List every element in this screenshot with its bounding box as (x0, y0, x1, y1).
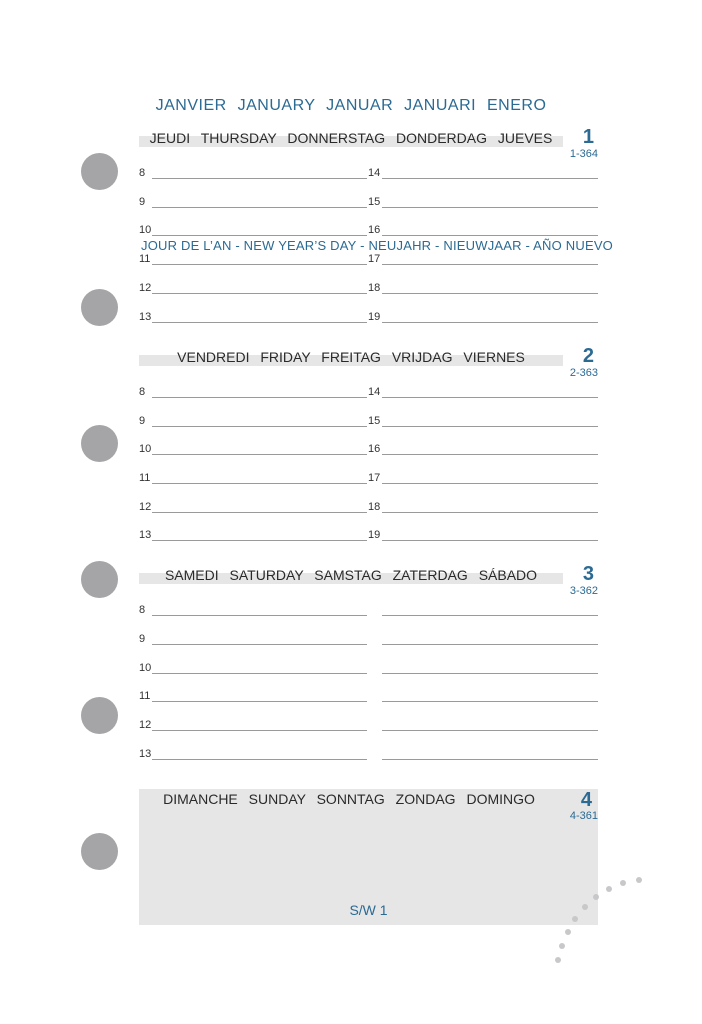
hour-label: 13 (139, 529, 152, 541)
decorative-dot (572, 916, 578, 922)
hour-row (0, 386, 702, 406)
hour-row (0, 282, 702, 302)
writing-line[interactable] (152, 235, 367, 236)
writing-line[interactable] (152, 426, 367, 427)
binder-hole (81, 833, 118, 870)
hour-label: 11 (139, 472, 151, 484)
sunday-section[interactable] (139, 789, 598, 925)
writing-line[interactable] (152, 673, 367, 674)
hour-label: 19 (368, 311, 381, 323)
hour-label: 12 (139, 719, 152, 731)
day-count: 1-364 (569, 148, 598, 160)
writing-line[interactable] (152, 454, 367, 455)
hour-label: 15 (368, 196, 381, 208)
writing-line[interactable] (382, 178, 598, 179)
holiday-label: JOUR DE L’AN - NEW YEAR’S DAY - NEUJAHR - NIEUWJAAR - AÑO NUEVO (141, 238, 613, 253)
hour-label: 13 (139, 311, 152, 323)
writing-line[interactable] (152, 512, 367, 513)
hour-label: 9 (139, 196, 146, 208)
day-number: 1 (582, 126, 594, 148)
writing-line[interactable] (152, 483, 367, 484)
decorative-dot (636, 877, 642, 883)
writing-line[interactable] (152, 759, 367, 760)
hour-label: 9 (139, 415, 146, 427)
hour-label: 10 (139, 224, 152, 236)
hour-row (0, 690, 702, 710)
writing-line[interactable] (382, 730, 598, 731)
day-count: 2-363 (569, 367, 598, 379)
hour-row (0, 472, 702, 492)
hour-row (0, 719, 702, 739)
hour-label: 10 (139, 443, 152, 455)
month-header: JANVIER JANUARY JANUAR JANUARI ENERO (155, 97, 547, 114)
writing-line[interactable] (382, 293, 598, 294)
hour-label: 12 (139, 501, 152, 513)
hour-label: 15 (368, 415, 381, 427)
writing-line[interactable] (152, 293, 367, 294)
hour-label: 16 (368, 224, 381, 236)
hour-label: 17 (368, 472, 381, 484)
writing-line[interactable] (382, 759, 598, 760)
writing-line[interactable] (152, 615, 367, 616)
week-number: S/W 1 (349, 902, 388, 918)
writing-line[interactable] (382, 235, 598, 236)
decorative-dot (565, 929, 571, 935)
hour-label: 8 (139, 167, 146, 179)
binder-hole (81, 561, 118, 598)
hour-label: 10 (139, 662, 152, 674)
hour-label: 18 (368, 501, 381, 513)
writing-line[interactable] (152, 730, 367, 731)
writing-line[interactable] (152, 701, 367, 702)
writing-line[interactable] (382, 207, 598, 208)
writing-line[interactable] (382, 701, 598, 702)
day-count: 3-362 (569, 585, 598, 597)
writing-line[interactable] (382, 397, 598, 398)
day-count: 4-361 (569, 810, 598, 822)
hour-row (0, 633, 702, 653)
hour-label: 18 (368, 282, 381, 294)
hour-label: 14 (368, 386, 381, 398)
writing-line[interactable] (382, 426, 598, 427)
writing-line[interactable] (382, 644, 598, 645)
decorative-dot (555, 957, 561, 963)
hour-row (0, 443, 702, 463)
writing-line[interactable] (382, 673, 598, 674)
decorative-dot (593, 894, 599, 900)
hour-row (0, 529, 702, 549)
decorative-dot (620, 880, 626, 886)
writing-line[interactable] (152, 322, 367, 323)
writing-line[interactable] (152, 540, 367, 541)
hour-row (0, 311, 702, 331)
hour-label: 11 (139, 690, 151, 702)
day-number: 2 (582, 345, 594, 367)
hour-label: 14 (368, 167, 381, 179)
hour-row (0, 604, 702, 624)
day-names: SAMEDI SATURDAY SAMSTAG ZATERDAG SÁBADO (164, 567, 538, 583)
hour-label: 8 (139, 604, 146, 616)
writing-line[interactable] (152, 264, 367, 265)
hour-label: 11 (139, 253, 151, 265)
hour-row (0, 253, 702, 273)
hour-row (0, 415, 702, 435)
writing-line[interactable] (152, 397, 367, 398)
writing-line[interactable] (382, 540, 598, 541)
hour-label: 16 (368, 443, 381, 455)
writing-line[interactable] (152, 644, 367, 645)
decorative-dot (582, 904, 588, 910)
decorative-dot (606, 886, 612, 892)
hour-row (0, 196, 702, 216)
writing-line[interactable] (382, 264, 598, 265)
day-names: VENDREDI FRIDAY FREITAG VRIJDAG VIERNES (177, 349, 525, 365)
day-number: 4 (580, 789, 592, 811)
hour-label: 8 (139, 386, 146, 398)
hour-label: 9 (139, 633, 146, 645)
hour-label: 17 (368, 253, 381, 265)
writing-line[interactable] (382, 615, 598, 616)
writing-line[interactable] (382, 322, 598, 323)
hour-label: 12 (139, 282, 152, 294)
hour-row (0, 167, 702, 187)
writing-line[interactable] (152, 178, 367, 179)
writing-line[interactable] (382, 512, 598, 513)
hour-row (0, 501, 702, 521)
decorative-dot (559, 943, 565, 949)
writing-line[interactable] (382, 454, 598, 455)
day-names: JEUDI THURSDAY DONNERSTAG DONDERDAG JUEVES (149, 130, 553, 146)
day-number: 3 (582, 563, 594, 585)
writing-line[interactable] (382, 483, 598, 484)
hour-label: 13 (139, 748, 152, 760)
day-names: DIMANCHE SUNDAY SONNTAG ZONDAG DOMINGO (163, 791, 535, 807)
hour-row (0, 662, 702, 682)
hour-row (0, 748, 702, 768)
hour-label: 19 (368, 529, 381, 541)
writing-line[interactable] (152, 207, 367, 208)
